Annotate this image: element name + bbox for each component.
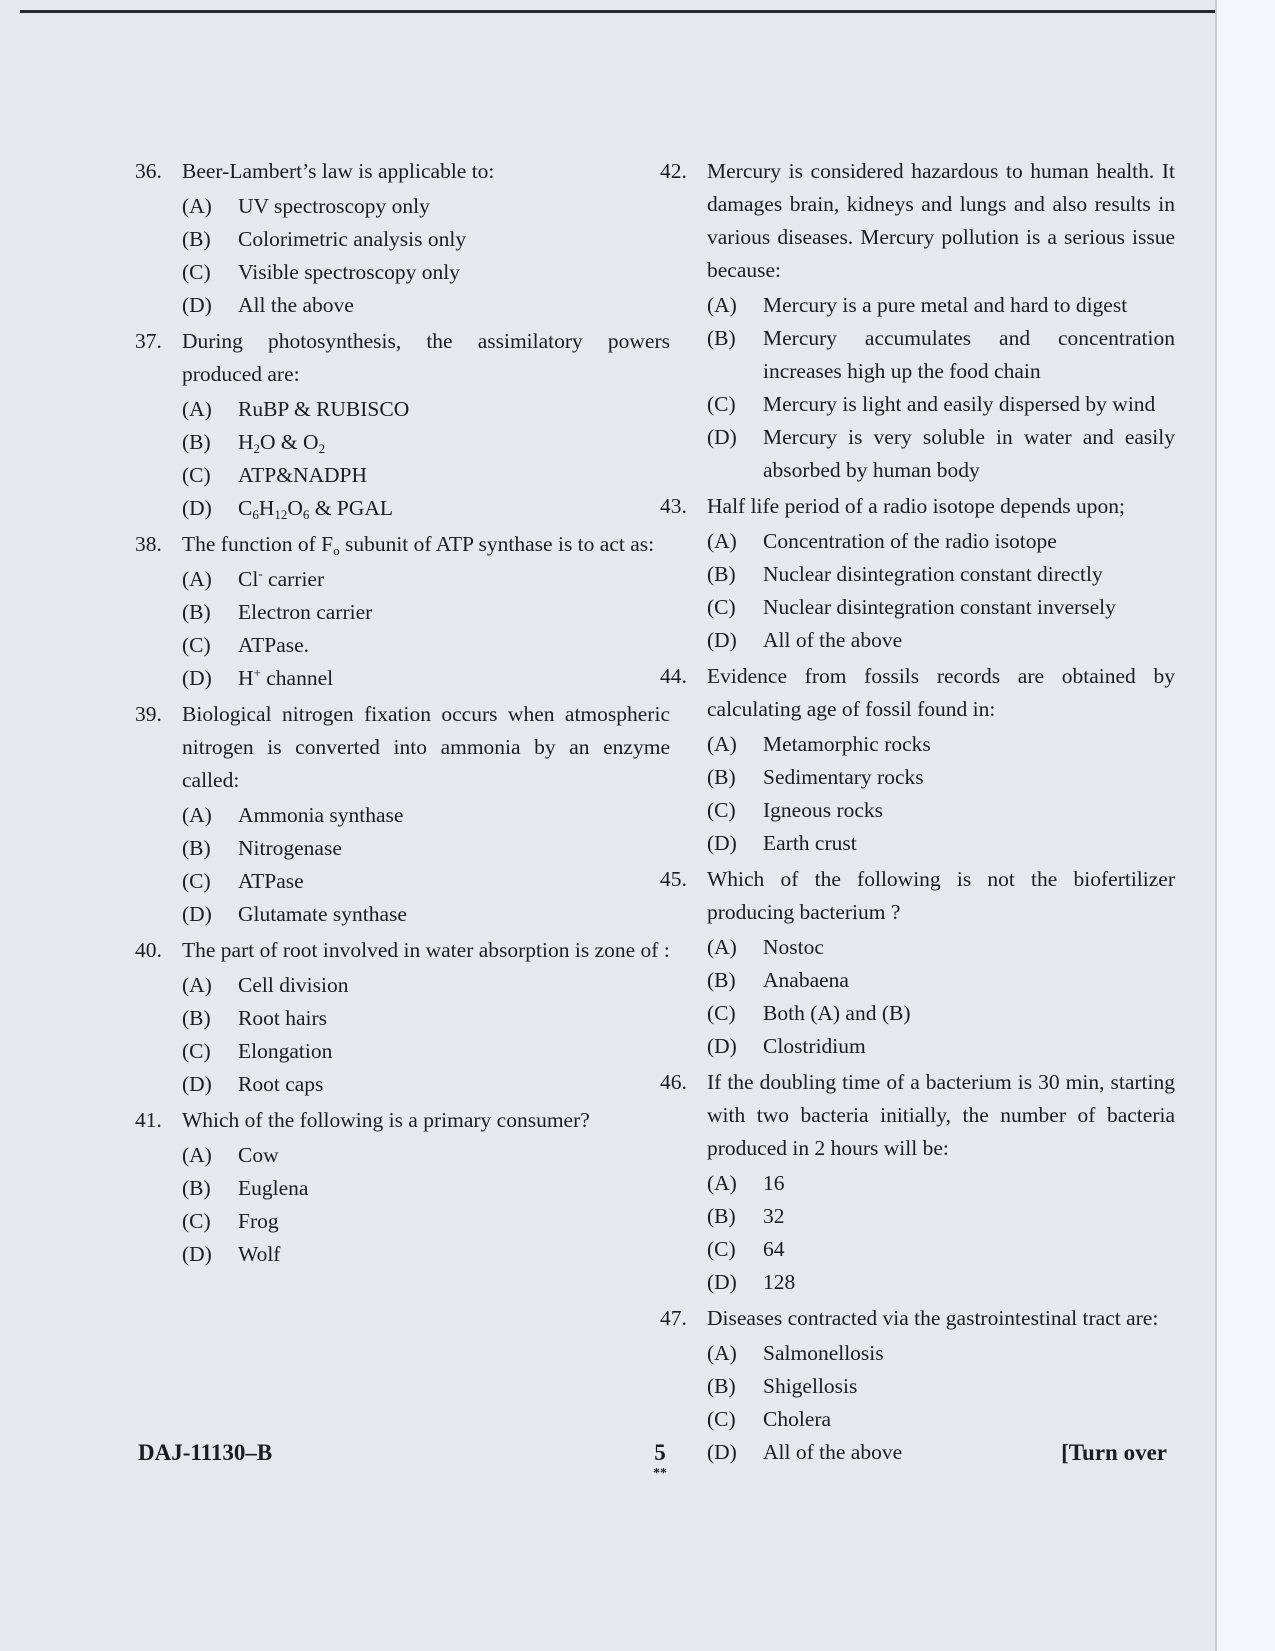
option-c: (C) 64 [707, 1237, 785, 1261]
option-a: (A) RuBP & RUBISCO [182, 397, 410, 421]
option-b: (B) Electron carrier [182, 600, 373, 624]
option-b: (B) Mercury accumulates and concentration increases high up the food chain [707, 326, 1175, 383]
question-number: 45. [660, 867, 687, 891]
question-45 [660, 863, 1175, 1063]
option-b: (B) Root hairs [182, 1006, 327, 1030]
question-43 [660, 490, 1175, 657]
question-stem: Half life period of a radio isotope depends upon; [707, 494, 1125, 518]
question-number: 47. [660, 1306, 687, 1330]
question-number: 40. [135, 938, 162, 962]
option-c: (C) Frog [182, 1209, 279, 1233]
option-d: (D) Earth crust [707, 831, 857, 855]
option-a: (A) UV spectroscopy only [182, 194, 430, 218]
option-d: (D) Glutamate synthase [182, 902, 407, 926]
option-c: (C) ATPase [182, 869, 304, 893]
question-42 [660, 155, 1175, 487]
question-number: 41. [135, 1108, 162, 1132]
option-d: (D) All of the above [707, 628, 903, 652]
page-number: 5 [654, 1440, 666, 1465]
option-b: (B) $H_2O$ & $O_2$ [182, 430, 326, 456]
page-stars: ** [653, 1466, 667, 1481]
question-stem: Biological nitrogen fixation occurs when atmospheric nitrogen is converted into ammonia by an enzyme called: [182, 702, 670, 792]
option-a: (A) Mercury is a pure metal and hard to digest [707, 293, 1128, 317]
option-a: (A) Ammonia synthase [182, 803, 404, 827]
option-b: (B) Euglena [182, 1176, 309, 1200]
option-a: (A) Concentration of the radio isotope [707, 529, 1057, 553]
option-d: (D) All the above [182, 293, 354, 317]
option-a: (A) Metamorphic rocks [707, 732, 931, 756]
question-number: 38. [135, 532, 162, 556]
option-b: (B) Nitrogenase [182, 836, 342, 860]
option-c: (C) ATP&NADPH [182, 463, 368, 487]
left-column [135, 155, 670, 1274]
question-38 [135, 528, 670, 695]
question-stem: Evidence from fossils records are obtained by calculating age of fossil found in: [707, 664, 1175, 721]
option-a: (A) Cell division [182, 973, 349, 997]
option-a: (A) Cl- carrier [182, 566, 325, 591]
option-d: (D) All of the above [707, 1440, 903, 1464]
option-d: (D) $C_6H_{12}O_6$ & PGAL [182, 496, 394, 522]
option-a: (A) Nostoc [707, 935, 824, 959]
question-36 [135, 155, 670, 322]
question-39 [135, 698, 670, 931]
paper-code: DAJ-11130–B [138, 1440, 273, 1465]
option-c: (C) Cholera [707, 1407, 832, 1431]
question-stem: The part of root involved in water absorption is zone of : [182, 938, 670, 962]
option-c: (C) Mercury is light and easily dispersed by wind [707, 392, 1156, 416]
option-d: (D) H+ channel [182, 665, 334, 690]
question-stem: Diseases contracted via the gastrointestinal tract are: [707, 1306, 1159, 1330]
option-a: (A) 16 [707, 1171, 785, 1195]
page-edge [1215, 0, 1275, 1651]
option-b: (B) Shigellosis [707, 1374, 858, 1398]
question-number: 43. [660, 494, 687, 518]
turn-over-label: [Turn over [1061, 1440, 1167, 1465]
question-number: 42. [660, 159, 687, 183]
option-d: (D) Wolf [182, 1242, 281, 1266]
question-stem: Mercury is considered hazardous to human health. It damages brain, kidneys and lungs and also results in various diseases. Mercury pollution is a serious issue because: [707, 159, 1175, 282]
option-d: (D) Root caps [182, 1072, 324, 1096]
option-c: (C) Visible spectroscopy only [182, 260, 461, 284]
option-b: (B) Colorimetric analysis only [182, 227, 467, 251]
question-stem: The function of $F_o$ subunit of ATP synthase is to act as: [182, 532, 655, 558]
question-number: 36. [135, 159, 162, 183]
option-b: (B) 32 [707, 1204, 785, 1228]
question-46 [660, 1066, 1175, 1299]
question-number: 39. [135, 702, 162, 726]
option-d: (D) 128 [707, 1270, 796, 1294]
option-b: (B) Anabaena [707, 968, 849, 992]
option-c: (C) Both (A) and (B) [707, 1001, 911, 1025]
question-stem: Which of the following is not the biofertilizer producing bacterium ? [707, 867, 1175, 924]
question-37 [135, 325, 670, 525]
option-b: (B) Sedimentary rocks [707, 765, 924, 789]
option-c: (C) Nuclear disintegration constant inversely [707, 595, 1116, 619]
right-column [660, 155, 1175, 1472]
question-number: 37. [135, 329, 162, 353]
question-number: 44. [660, 664, 687, 688]
option-a: (A) Salmonellosis [707, 1341, 884, 1365]
option-c: (C) Elongation [182, 1039, 333, 1063]
question-40 [135, 934, 670, 1101]
option-a: (A) Cow [182, 1143, 279, 1167]
option-d: (D) Clostridium [707, 1034, 866, 1058]
question-stem: During photosynthesis, the assimilatory powers produced are: [182, 329, 670, 386]
question-stem: Which of the following is a primary consumer? [182, 1108, 590, 1132]
option-d: (D) Mercury is very soluble in water and easily absorbed by human body [707, 425, 1175, 482]
question-number: 46. [660, 1070, 687, 1094]
option-c: (C) Igneous rocks [707, 798, 884, 822]
question-stem: Beer-Lambert’s law is applicable to: [182, 159, 495, 183]
option-b: (B) Nuclear disintegration constant directly [707, 562, 1103, 586]
question-44 [660, 660, 1175, 860]
option-c: (C) ATPase. [182, 633, 310, 657]
top-border-line [20, 10, 1215, 13]
question-41 [135, 1104, 670, 1271]
question-stem: If the doubling time of a bacterium is 30 min, starting with two bacteria initially, the number of bacteria produced in 2 hours will be: [707, 1070, 1175, 1160]
